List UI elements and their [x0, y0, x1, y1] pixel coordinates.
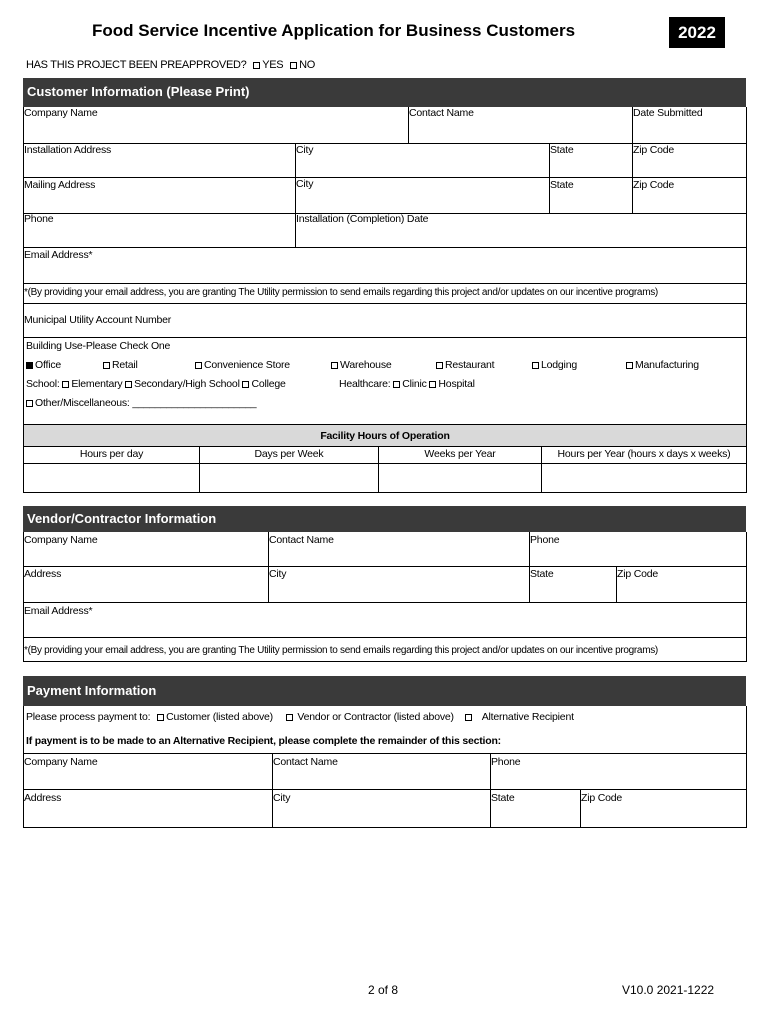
vendor-city-label: City — [269, 568, 287, 580]
building-use-warehouse: Warehouse — [331, 359, 392, 371]
vendor-state-label: State — [530, 568, 554, 580]
hours-col-hours-per-day: Hours per day — [79, 448, 144, 460]
payment-options-row: Please process payment to: Customer (listed above) Vendor or Contractor (listed above) Alternative Recipient — [26, 711, 574, 723]
college-checkbox[interactable] — [242, 381, 249, 388]
preapproval-question: HAS THIS PROJECT BEEN PREAPPROVED? — [26, 59, 247, 71]
payment-zip-label: Zip Code — [581, 792, 623, 804]
year-badge: 2022 — [669, 17, 725, 48]
installation-address-label: Installation Address — [24, 144, 112, 156]
school-row: School: Elementary Secondary/High School College — [26, 378, 286, 390]
vendor-phone-label: Phone — [530, 534, 560, 546]
payment-vendor-checkbox[interactable] — [286, 714, 293, 721]
installation-date-label: Installation (Completion) Date — [296, 213, 429, 225]
payment-address-label: Address — [24, 792, 62, 804]
building-use-retail: Retail — [103, 359, 138, 371]
customer-email-label: Email Address* — [24, 249, 93, 261]
clinic-checkbox[interactable] — [393, 381, 400, 388]
lodging-checkbox[interactable] — [532, 362, 539, 369]
restaurant-checkbox[interactable] — [436, 362, 443, 369]
manufacturing-checkbox[interactable] — [626, 362, 633, 369]
customer-section-header: Customer Information (Please Print) — [23, 78, 746, 107]
building-use-office: Office — [26, 359, 61, 371]
preapproval-no-checkbox[interactable] — [290, 62, 297, 69]
account-number-label: Municipal Utility Account Number — [24, 314, 172, 326]
hours-title: Facility Hours of Operation — [320, 430, 450, 442]
hours-col-weeks-per-year: Weeks per Year — [424, 448, 496, 460]
building-use-manufacturing: Manufacturing — [626, 359, 699, 371]
office-checkbox[interactable] — [26, 362, 33, 369]
preapproval-yes-checkbox[interactable] — [253, 62, 260, 69]
payment-city-label: City — [273, 792, 291, 804]
convenience-checkbox[interactable] — [195, 362, 202, 369]
payment-state-label: State — [491, 792, 515, 804]
building-use-convenience: Convenience Store — [195, 359, 290, 371]
customer-email-note: *(By providing your email address, you are granting The Utility permission to send emails regarding this project and/or updates on our incentive programs) — [24, 287, 658, 298]
hours-col-hours-per-year: Hours per Year (hours x days x weeks) — [557, 448, 731, 460]
retail-checkbox[interactable] — [103, 362, 110, 369]
mailing-zip-label: Zip Code — [633, 179, 675, 191]
preapproval-no-label: NO — [299, 59, 316, 71]
vendor-zip-label: Zip Code — [617, 568, 659, 580]
elementary-checkbox[interactable] — [62, 381, 69, 388]
vendor-email-note: *(By providing your email address, you are granting The Utility permission to send emails regarding this project and/or updates on our incentive programs) — [24, 645, 658, 656]
installation-zip-label: Zip Code — [633, 144, 675, 156]
payment-alt-note: If payment is to be made to an Alternative Recipient, please complete the remainder of this section: — [26, 735, 501, 747]
vendor-section-header: Vendor/Contractor Information — [23, 506, 746, 532]
healthcare-row: Healthcare: Clinic Hospital — [339, 378, 475, 390]
secondary-checkbox[interactable] — [125, 381, 132, 388]
hours-col-days-per-week: Days per Week — [254, 448, 324, 460]
other-checkbox[interactable] — [26, 400, 33, 407]
payment-alt-checkbox[interactable] — [465, 714, 472, 721]
payment-customer-checkbox[interactable] — [157, 714, 164, 721]
vendor-company-name-label: Company Name — [24, 534, 98, 546]
hospital-checkbox[interactable] — [429, 381, 436, 388]
vendor-contact-name-label: Contact Name — [269, 534, 334, 546]
preapproval-row — [26, 59, 315, 71]
customer-phone-label: Phone — [24, 213, 54, 225]
vendor-address-label: Address — [24, 568, 62, 580]
date-submitted-label: Date Submitted — [633, 107, 703, 119]
payment-company-name-label: Company Name — [24, 756, 98, 768]
installation-city-label: City — [296, 144, 314, 156]
payment-phone-label: Phone — [491, 756, 521, 768]
payment-section-header: Payment Information — [23, 676, 746, 706]
version-label: V10.0 2021-1222 — [622, 983, 715, 997]
mailing-address-label: Mailing Address — [24, 179, 96, 191]
building-use-lodging: Lodging — [532, 359, 577, 371]
payment-contact-name-label: Contact Name — [273, 756, 338, 768]
other-row: Other/Miscellaneous: ______________________ — [26, 397, 256, 409]
mailing-city-label: City — [296, 178, 314, 190]
customer-contact-name-label: Contact Name — [409, 107, 474, 119]
preapproval-yes-label: YES — [262, 59, 284, 71]
installation-state-label: State — [550, 144, 574, 156]
form-title: Food Service Incentive Application for Business Customers — [92, 21, 576, 40]
building-use-title: Building Use-Please Check One — [26, 340, 171, 352]
warehouse-checkbox[interactable] — [331, 362, 338, 369]
page-number: 2 of 8 — [368, 983, 399, 997]
vendor-email-label: Email Address* — [24, 605, 93, 617]
building-use-restaurant: Restaurant — [436, 359, 494, 371]
mailing-state-label: State — [550, 179, 574, 191]
customer-company-name-label: Company Name — [24, 107, 98, 119]
